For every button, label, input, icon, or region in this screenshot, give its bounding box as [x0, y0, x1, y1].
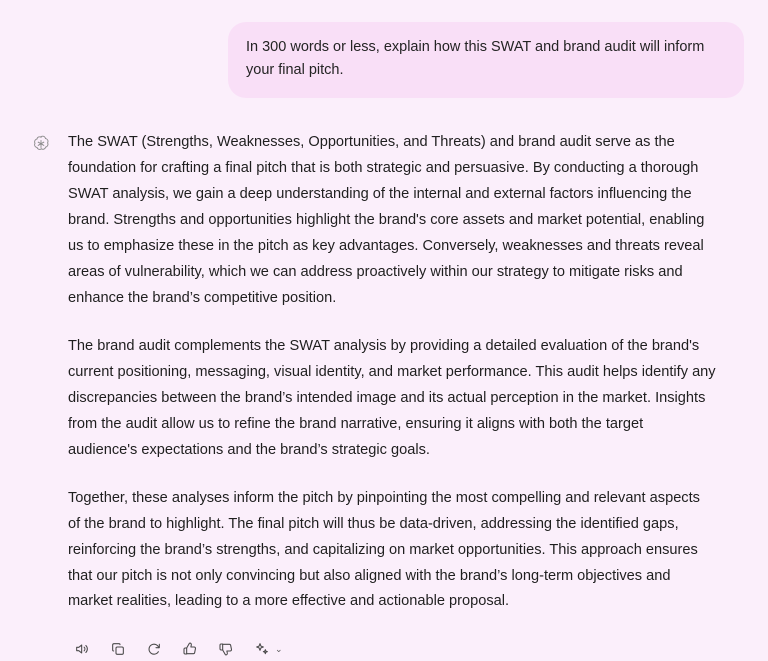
copy-icon	[110, 641, 126, 657]
assistant-paragraph: The SWAT (Strengths, Weaknesses, Opportunities, and Threats) and brand audit serve as the foundation for crafting a final pitch that is both strategic and persuasive. By conducting a thorough SWAT analysis, we gain a deep understanding of the internal and external factors influencing the brand. Strengths and opportunities highlight the brand's core assets and market potential, enabling us to emphasize these in the pitch as key advantages. Conversely, weaknesses and threats reveal areas of vulnerability, which we can address proactively within our strategy to mitigate risks and enhance the brand’s competitive position.	[68, 133, 705, 306]
assistant-paragraph: The brand audit complements the SWAT analysis by providing a detailed evaluation of the brand's current positioning, messaging, visual identity, and market performance. This audit helps identify any discrepancies between the brand’s intended image and its actual perception in the market. Insights from the audit allow us to refine the brand narrative, ensuring it aligns with both the target audience's expectations and the brand’s strategic goals.	[68, 337, 716, 458]
chevron-down-icon: ⌄	[275, 643, 283, 654]
read-aloud-icon	[74, 641, 90, 657]
thumbs-up-icon	[182, 641, 198, 657]
openai-logo-icon	[30, 133, 52, 155]
thumbs-down-icon	[218, 641, 234, 657]
assistant-paragraph: Together, these analyses inform the pitch by pinpointing the most compelling and relevant aspects of the brand to highlight. The final pitch will thus be data-driven, addressing the identified gaps, reinforcing the brand’s strengths, and capitalizing on market opportunities. This approach ensures that our pitch is not only convincing but also aligned with the brand’s long-term objectives and market realities, leading to a more effective and actionable proposal.	[68, 489, 700, 610]
regenerate-icon	[146, 641, 162, 657]
user-message-row	[0, 0, 768, 98]
assistant-message-row	[0, 98, 768, 661]
user-message-bubble: In 300 words or less, explain how this SWAT and brand audit will inform your final pitch.	[228, 22, 744, 98]
assistant-message-body	[52, 130, 716, 661]
